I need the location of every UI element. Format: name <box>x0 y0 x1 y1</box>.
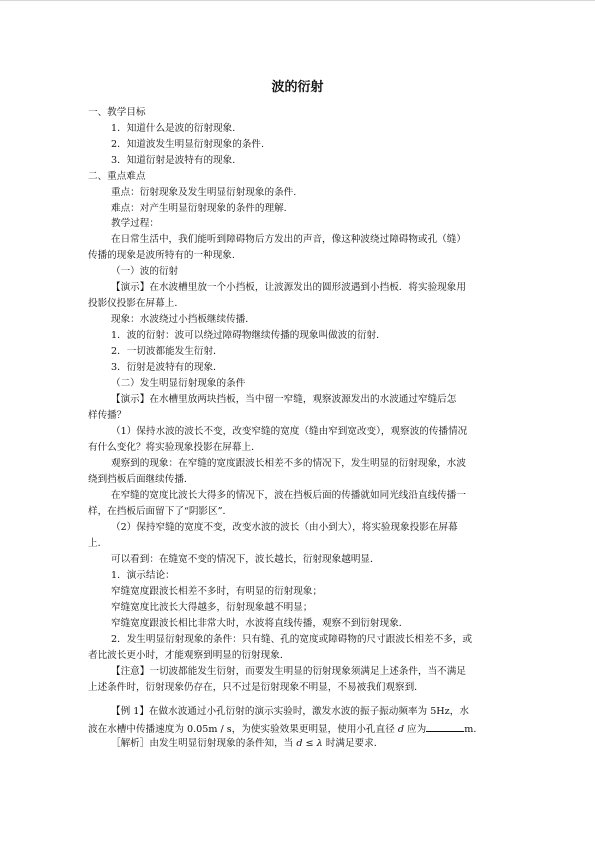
paragraph-line: 投影仪投影在屏幕上． <box>88 298 184 309</box>
paragraph-line: 窄缝宽度跟波长相差不多时，有明显的衍射现象； <box>111 586 323 597</box>
note-line: 上述条件时，衍射现象仍存在，只不过是衍射现象不明显，不易被我们观察到． <box>88 682 424 693</box>
objective-item: 1．知道什么是波的衍射现象. <box>111 123 236 134</box>
example-line: 波在水槽中传播速度为 0.05m / s，为使实验效果更明显，使用小孔直径 d 应为 m． <box>88 721 483 737</box>
objective-item: 3．知道衍射是波特有的现象. <box>111 155 236 166</box>
paragraph-line: 观察到的现象：在窄缝的宽度跟波长相差不多的情况下，发生明显的衍射现象，水波 <box>111 458 466 469</box>
example-line: 【例 1】在做水波通过小孔衍射的演示实验时，激发水波的振子振动频率为 5Hz，水 <box>111 706 469 717</box>
note-line: 【注意】一切波都能发生衍射，而要发生明显的衍射现象须满足上述条件，当不满足 <box>111 666 466 677</box>
paragraph-line: 有什么变化？将实验现象投影在屏幕上． <box>88 442 261 453</box>
paragraph-line: 上． <box>88 538 108 549</box>
paragraph-line: 2．一切波都能发生衍射． <box>111 346 223 357</box>
paragraph-line: 1．波的衍射：波可以绕过障碍物继续传播的现象叫做波的衍射． <box>111 330 386 341</box>
condition-formula: d ≤ λ <box>296 738 323 749</box>
subsection-heading: （二）发生明显衍射现象的条件 <box>111 378 246 389</box>
paragraph-line: 现象：水波绕过小挡板继续传播． <box>111 314 255 325</box>
paragraph-line: 教学过程： <box>111 218 159 229</box>
paragraph-line: 窄缝宽度比波长大得越多，衍射现象越不明显； <box>111 602 313 613</box>
answer-blank <box>426 721 464 732</box>
analysis-line: ［解析］由发生明显衍射现象的条件知，当 d ≤ λ 时满足要求． <box>111 738 384 749</box>
paragraph-line: 【演示】在水波槽里放一个小挡板，让波源发出的圆形波遇到小挡板．将实验现象用 <box>111 282 466 293</box>
paragraph-line: 在窄缝的宽度比波长大得多的情况下，波在挡板后面的传播就如同光线沿直线传播一 <box>111 490 466 501</box>
paragraph-line: 在日常生活中，我们能听到障碍物后方发出的声音，像这种波绕过障碍物或孔（缝） <box>111 234 466 245</box>
paragraph-line: （1）保持水波的波长不变，改变窄缝的宽度（缝由窄到宽改变），观察波的传播情况 <box>111 426 468 437</box>
paragraph-line: 者比波长更小时，才能观察到明显的衍射现象． <box>88 650 290 661</box>
paragraph-line: 可以看到：在缝宽不变的情况下，波长越长，衍射现象越明显． <box>111 554 380 565</box>
paragraph-line: 重点：衍射现象及发生明显衍射现象的条件. <box>111 187 297 198</box>
subsection-heading: （一）波的衍射 <box>111 266 179 277</box>
paragraph-line: 绕到挡板后面继续传播． <box>88 474 194 485</box>
paragraph-line: 2．发生明显衍射现象的条件：只有缝、孔的宽度或障碍物的尺寸跟波长相差不多，或 <box>111 634 473 645</box>
paragraph-line: 样传播？ <box>88 410 127 421</box>
paragraph-line: 样，在挡板后面留下了“阴影区”． <box>88 506 233 517</box>
paragraph-line: 传播的现象是波所特有的一种现象. <box>88 250 235 261</box>
paragraph-line: 【演示】在水槽里放两块挡板，当中留一窄缝，观察波源发出的水波通过窄缝后怎 <box>111 394 457 405</box>
paragraph-line: 窄缝宽度跟波长相比非常大时，水波将直线传播，观察不到衍射现象． <box>111 618 409 629</box>
paragraph-line: 难点：对产生明显衍射现象的条件的理解. <box>111 203 287 214</box>
section-heading: 一、教学目标 <box>88 107 146 118</box>
paragraph-line: （2）保持窄缝的宽度不变，改变水波的波长（由小到大），将实验现象投影在屏幕 <box>111 522 458 533</box>
variable-d: d <box>397 724 404 735</box>
section-heading: 二、重点难点 <box>88 171 146 182</box>
paragraph-line: 1．演示结论： <box>111 570 175 581</box>
objective-item: 2．知道波发生明显衍射现象的条件. <box>111 139 265 150</box>
paragraph-line: 3．衍射是波特有的现象． <box>111 362 223 373</box>
page-title: 波的衍射 <box>271 80 324 95</box>
